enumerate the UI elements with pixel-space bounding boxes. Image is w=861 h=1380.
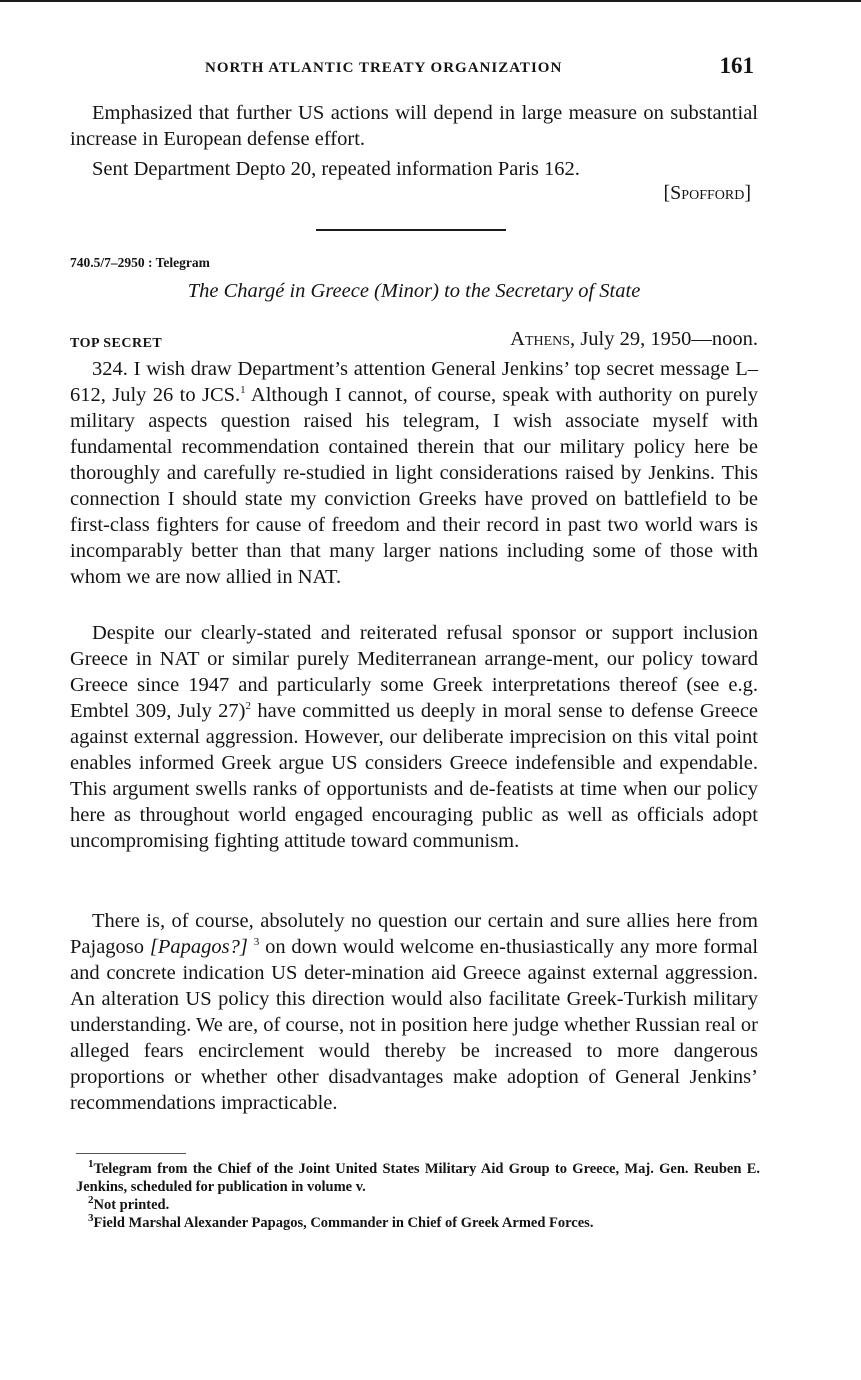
footnote-text-3: Field Marshal Alexander Papagos, Commander in Chief of Greek Armed Forces. — [93, 1215, 594, 1231]
footnote-ref-1: 1 — [240, 384, 246, 397]
section-divider — [316, 229, 506, 231]
footnote-mark-2: 2 — [88, 1194, 94, 1207]
body-text-3a: There is, of course, absolutely no question our certain and sure allies here from Pajagoso — [70, 910, 758, 958]
file-reference: 740.5/7–2950 : Telegram — [70, 255, 210, 270]
place: Athens, — [510, 328, 576, 350]
top-edge-line — [0, 0, 861, 2]
footnote-text-2: Not printed. — [93, 1197, 170, 1213]
classification: TOP SECRET — [70, 336, 163, 351]
page-header — [70, 53, 760, 83]
footnote-divider — [76, 1153, 186, 1154]
footnote-ref-2: 2 — [245, 700, 251, 713]
place-date — [510, 328, 758, 351]
footnotes — [76, 1160, 760, 1232]
body-paragraph-2 — [70, 620, 758, 854]
bracket-correction: [Papagos?] — [149, 936, 248, 958]
document-title: The Chargé in Greece (Minor) to the Secretary of State — [187, 280, 641, 302]
body-text-2b: have committed us deeply in moral sense to defense Greece against external aggression. However, our deliberate imprecision on this vital point enables informed Greek argue US considers Greece indefensible and expendable. This argument swells ranks of opportunists and de-featists at time when our policy here as throughout world engaged encouraging public as well as officials adopt uncompromising fighting attitude toward communism. — [70, 700, 759, 852]
body-text-1b: Although I cannot, of course, speak with authority on purely military aspects question raised his telegram, I wish associate myself with fundamental recommendation contained therein that our military policy here be thoroughly and carefully re-studied in light considerations raised by Jenkins. This connection I should state my conviction Greeks have proved on battlefield to be first-class fighters for cause of freedom and their record in past two world wars is incomparably better than that many larger nations including some of those with whom we are now allied in NAT. — [70, 384, 759, 588]
footnote-mark-1: 1 — [88, 1158, 94, 1171]
footnote-text-1: Telegram from the Chief of the Joint United States Military Aid Group to Greece, Maj. Gen. Reuben E. Jenkins, scheduled for publication in volume v. — [76, 1161, 760, 1195]
dateline — [70, 328, 758, 356]
signature: [Spofford] — [663, 182, 751, 204]
footnote-2 — [76, 1196, 760, 1214]
footnote-ref-3: 3 — [253, 936, 260, 949]
body-text-1a: 324. I wish draw Department’s attention General Jenkins’ top secret message L–612, July 26 to JCS. — [70, 358, 758, 406]
page-number: 161 — [719, 53, 754, 78]
running-title: NORTH ATLANTIC TREATY ORGANIZATION — [205, 60, 563, 76]
body-text-3b: on down would welcome en-thusiastically any more formal and concrete indication US deter-mination aid Greece against external aggression. An alteration US policy this direction would also facilitate Greek-Turkish military understanding. We are, of course, not in position here judge whether Russian real or alleged fears encirclement would thereby be increased to more dangerous proportions or whether other disadvantages make adoption of General Jenkins’ recommendations impracticable. — [70, 936, 759, 1114]
footnote-3 — [76, 1214, 760, 1232]
body-paragraph-3 — [70, 908, 758, 1116]
footnote-mark-3: 3 — [88, 1212, 94, 1225]
prev-paragraph-1: Emphasized that further US actions will depend in large measure on substantial increase in European defense effort. — [70, 102, 758, 150]
body-text-2a: Despite our clearly-stated and reiterated refusal sponsor or support inclusion Greece in NAT or similar purely Mediterranean arrange-ment, our policy toward Greece since 1947 and particularly some Greek interpretations thereof (see e.g. Embtel 309, July 27) — [70, 622, 758, 722]
prev-paragraph-2: Sent Department Depto 20, repeated information Paris 162. — [92, 158, 580, 180]
date-time: July 29, 1950—noon. — [580, 328, 758, 350]
body-paragraph-1 — [70, 356, 758, 590]
footnote-1 — [76, 1160, 760, 1196]
